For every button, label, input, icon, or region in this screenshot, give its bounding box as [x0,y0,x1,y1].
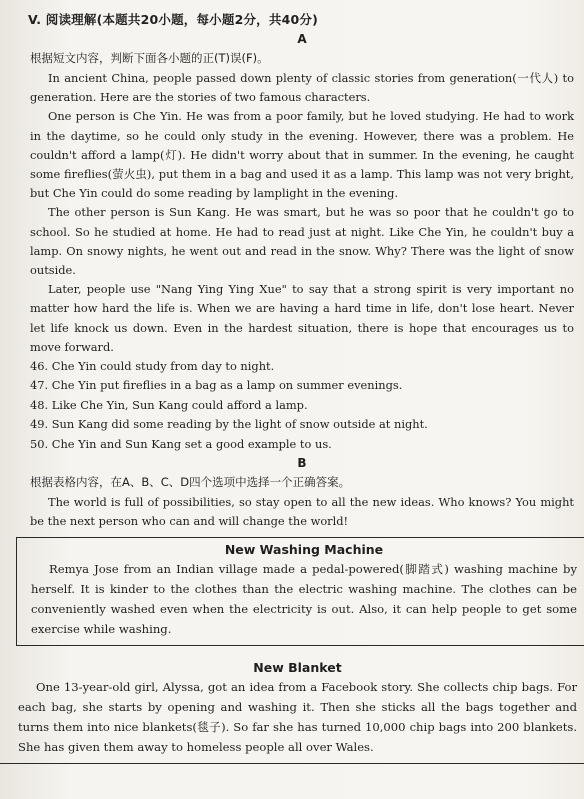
section-b-intro: The world is full of possibilities, so stay open to all the new ideas. Who knows? You might be the next person who can and will change the world! [30,495,574,529]
section-b-label: B [297,456,307,471]
section-b [18,456,577,764]
passage-paragraph: Later, people use "Nang Ying Ying Xue" to say that a strong spirit is very important no matter how hard the life is. When we are having a hard time in life, don't lose heart. Never let life knock us down. Even in the hardest situation, there is hope that encourages us to move forward. [30,282,574,354]
blanket-text: One 13-year-old girl, Alyssa, got an idea from a Facebook story. She collects chip bags. For each bag, she starts by opening and washing it. Then she sticks all the bags together and turns them into nice blankets(毯子). So far she has turned 10,000 chip bags into 200 blankets. She has given them away to homeless people all over Wales. [18,680,577,755]
section-b-instruction: 根据表格内容，在A、B、C、D四个选项中选择一个正确答案。 [30,475,351,490]
section-a-instruction: 根据短文内容，判断下面各小题的正(T)误(F)。 [30,51,269,65]
question-50: 50. Che Yin and Sun Kang set a good example to us. [30,436,332,451]
washing-machine-title: New Washing Machine [224,542,384,558]
passage-paragraph: The other person is Sun Kang. He was smart, but he was so poor that he couldn't go to school. So he studied at home. He had to read just at night. Like Che Yin, he couldn't buy a lamp. On snowy nights, he went out and read in the snow. Why? There was the light of snow outside. [30,205,574,278]
section-a [30,32,574,454]
question-47: 47. Che Yin put fireflies in a bag as a lamp on summer evenings. [30,378,403,393]
passage-paragraph: In ancient China, people passed down plenty of classic stories from generation(一代人) to generation. Here are the stories of two famous characters. [30,71,574,105]
washing-machine-box [16,537,584,646]
blanket-box [0,646,584,764]
section-header: V. 阅读理解(本题共20小题，每小题2分，共40分) [28,12,318,27]
section-a-label: A [297,32,307,46]
question-49: 49. Sun Kang did some reading by the light of snow outside at night. [30,417,428,432]
washing-machine-text: Remya Jose from an Indian village made a pedal-powered(脚踏式) washing machine by herself. It is kinder to the clothes than the electric washing machine. The clothes can be conveniently washed even when the electricity is out. Also, it can help people to get some exercise while washing. [31,562,577,637]
question-46: 46. Che Yin could study from day to night. [30,359,275,374]
blanket-title: New Blanket [253,660,342,676]
passage-paragraph: One person is Che Yin. He was from a poor family, but he loved studying. He had to work in the daytime, so he could only study in the evening. However, there was a problem. He couldn't afford a lamp(灯). He didn't worry about that in summer. In the evening, he caught some fireflies(萤火虫), put them in a bag and used it as a lamp. This lamp was not very bright, but Che Yin could do some reading by lamplight in the evening. [30,109,574,201]
question-48: 48. Like Che Yin, Sun Kang could afford a lamp. [30,397,308,412]
